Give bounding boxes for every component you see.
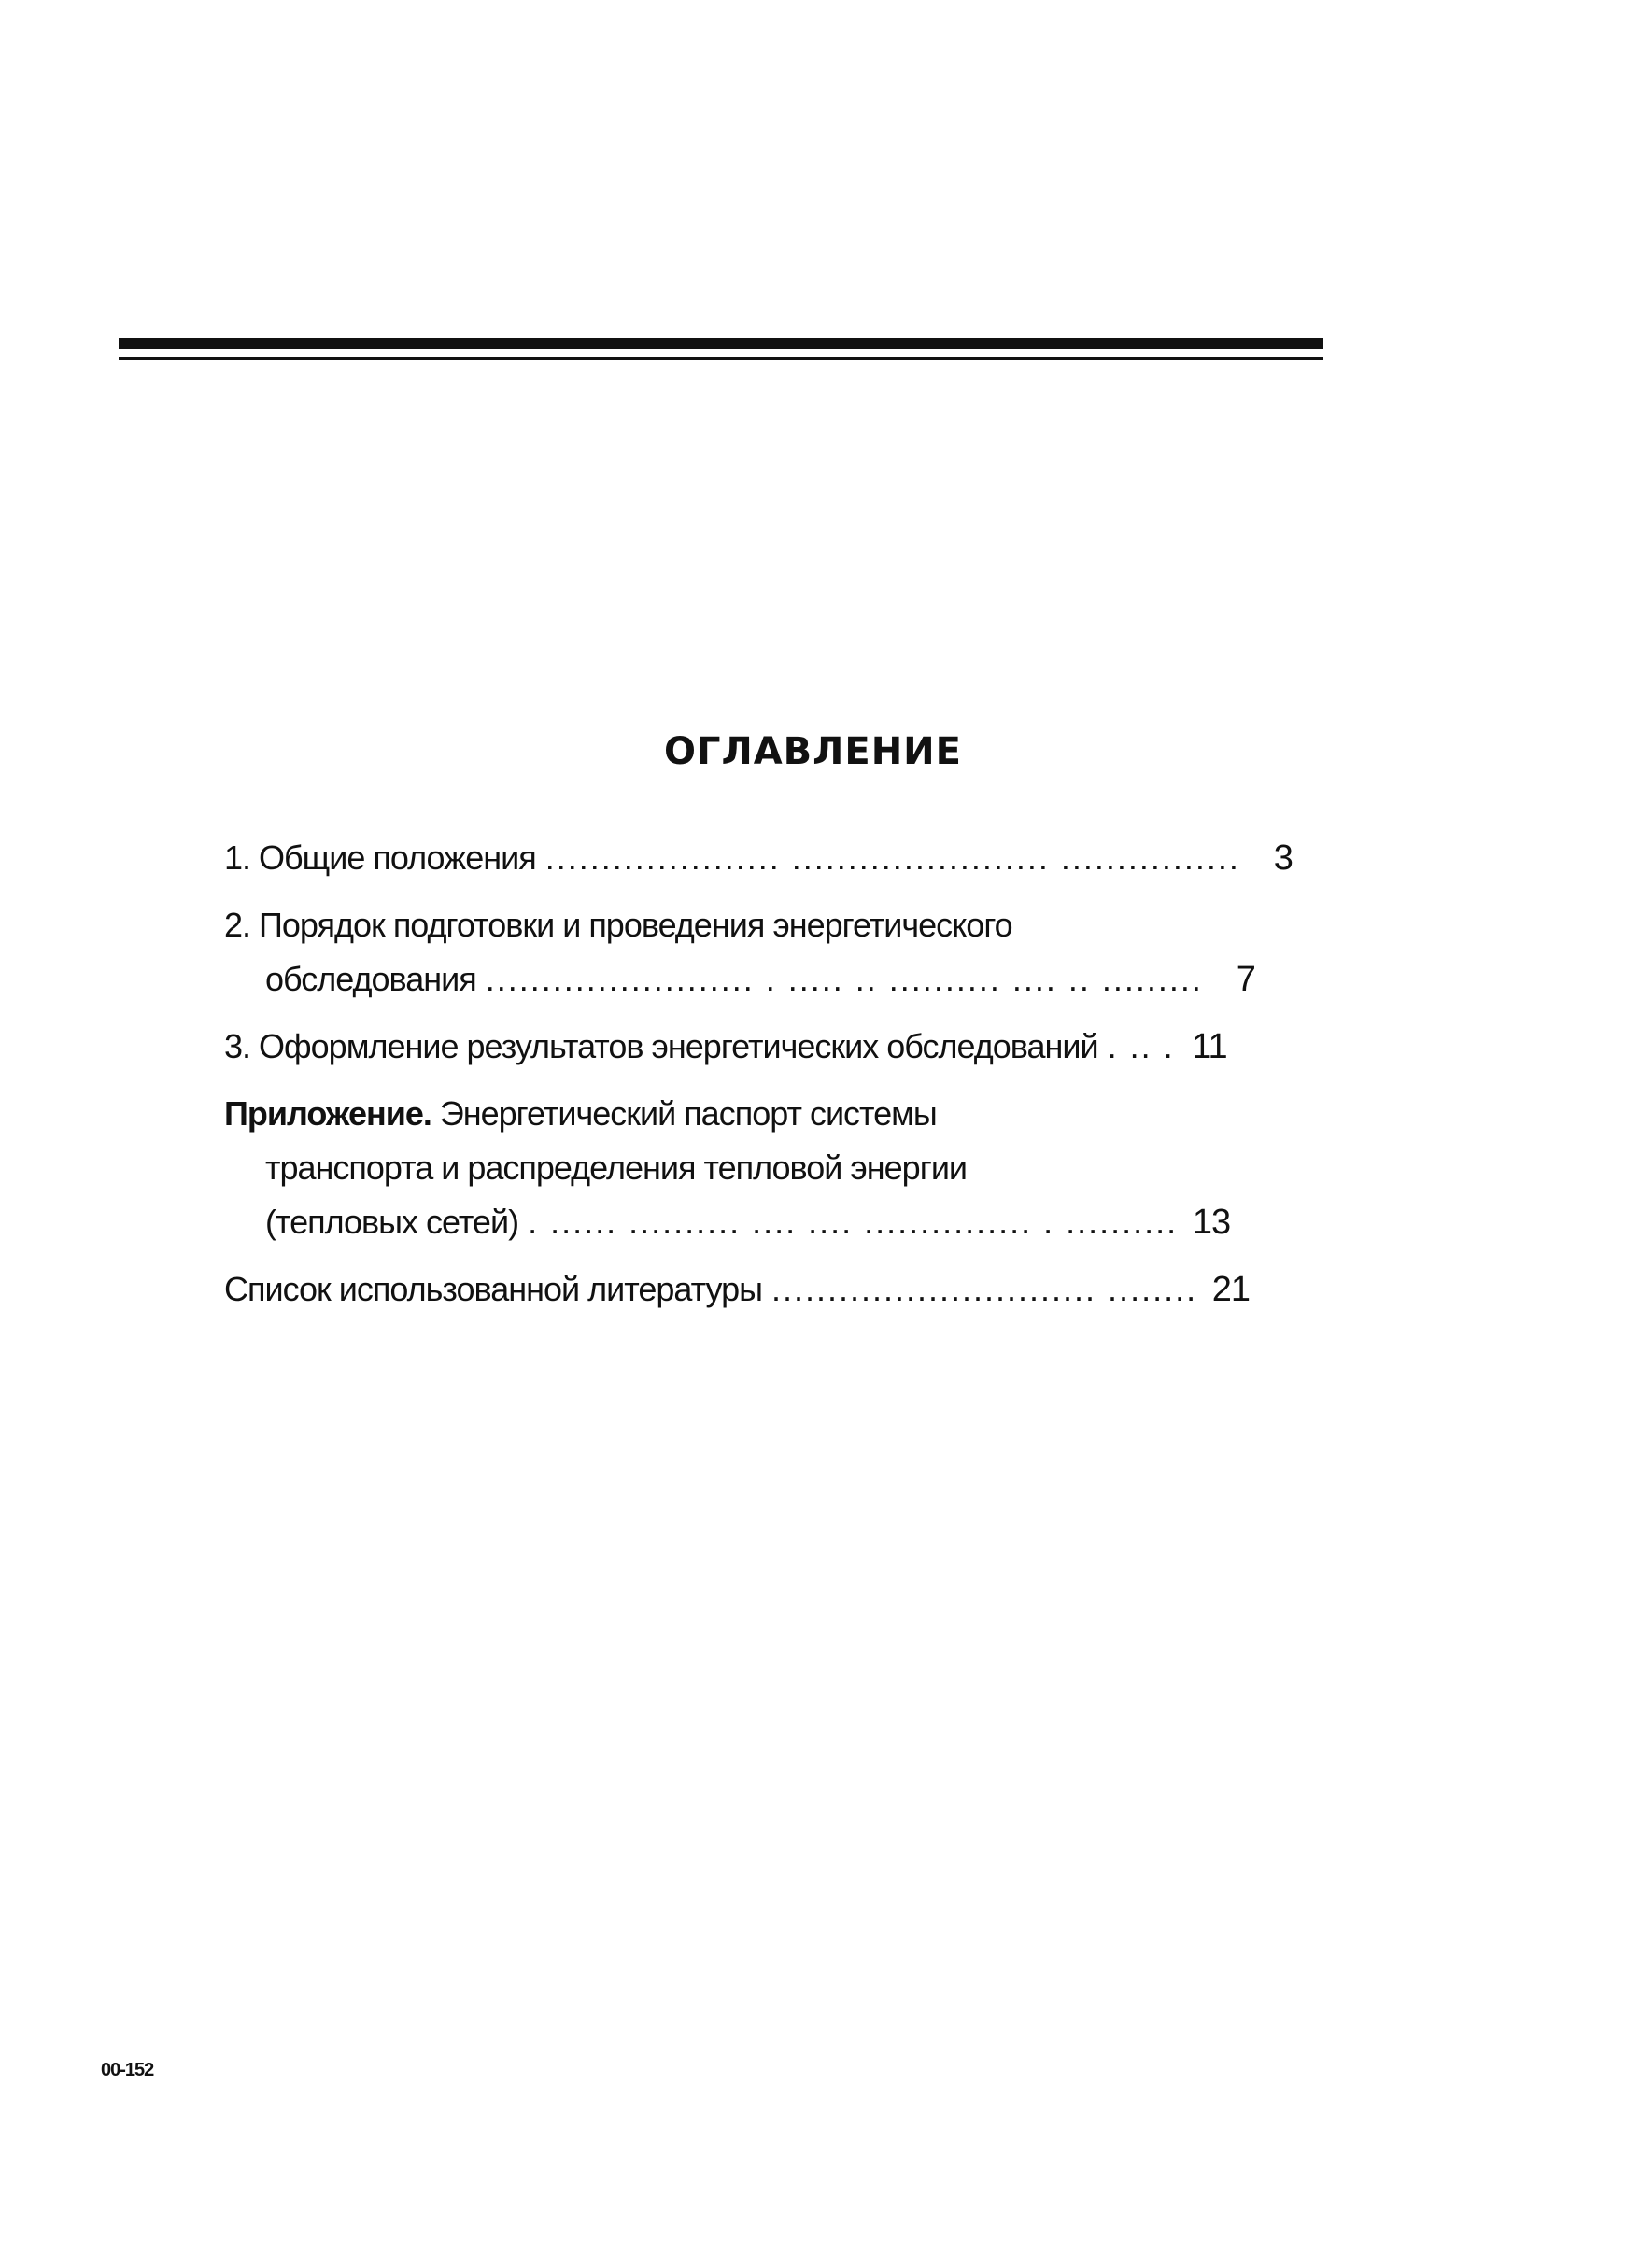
toc-entry-text: 1. Общие положения	[224, 838, 536, 877]
dot-leader: ..................... ....................... ................	[544, 838, 1240, 877]
page-number: 3	[1273, 838, 1293, 878]
dot-leader: . .. .	[1107, 1027, 1175, 1065]
document-code: 00-152	[101, 2060, 154, 2080]
toc-entry-line	[224, 898, 1195, 952]
page-number: 7	[1236, 960, 1255, 999]
toc-title: ОГЛАВЛЕНИЕ	[664, 730, 962, 773]
appendix-label: Приложение.	[224, 1094, 431, 1133]
dot-leader: ........................ . ..... .. .......... .... .. .........	[485, 960, 1203, 998]
toc-entry-text: 2. Порядок подготовки и проведения энергетического	[224, 906, 1012, 944]
toc-entry-line	[224, 1195, 1231, 1249]
toc-entry-text: транспорта и распределения тепловой энергии	[265, 1148, 968, 1187]
dot-leader: ............................. ........	[771, 1270, 1198, 1308]
page-number: 21	[1211, 1270, 1251, 1309]
toc-entry-line	[224, 831, 1293, 885]
toc-entry-general-provisions[interactable]	[224, 831, 1293, 885]
toc-entry-line	[224, 952, 1255, 1007]
toc-entry-line	[224, 1020, 1227, 1074]
page-number: 13	[1192, 1203, 1231, 1242]
page-number: 11	[1192, 1027, 1227, 1066]
toc-entry-preparation-procedure[interactable]	[224, 898, 1255, 1007]
toc-entry-text: обследования	[265, 960, 476, 998]
toc-entry-line	[224, 1141, 1195, 1195]
toc-entry-references[interactable]	[224, 1262, 1251, 1317]
table-of-contents	[224, 831, 1293, 1330]
toc-entry-text: Энергетический паспорт системы	[431, 1094, 937, 1133]
header-rule-thin	[119, 357, 1323, 360]
toc-entry-text: 3. Оформление результатов энергетических обследований	[224, 1027, 1098, 1065]
header-rule-thick	[119, 338, 1323, 349]
toc-entry-text: Список использованной литературы	[224, 1270, 762, 1308]
toc-entry-appendix[interactable]	[224, 1087, 1231, 1249]
toc-entry-line	[224, 1262, 1251, 1317]
toc-entry-line	[224, 1087, 1195, 1141]
toc-entry-results-formatting[interactable]	[224, 1020, 1227, 1074]
dot-leader: . ...... .......... .... .... ............... . ..........	[528, 1203, 1179, 1241]
toc-entry-text: (тепловых сетей)	[265, 1203, 519, 1241]
